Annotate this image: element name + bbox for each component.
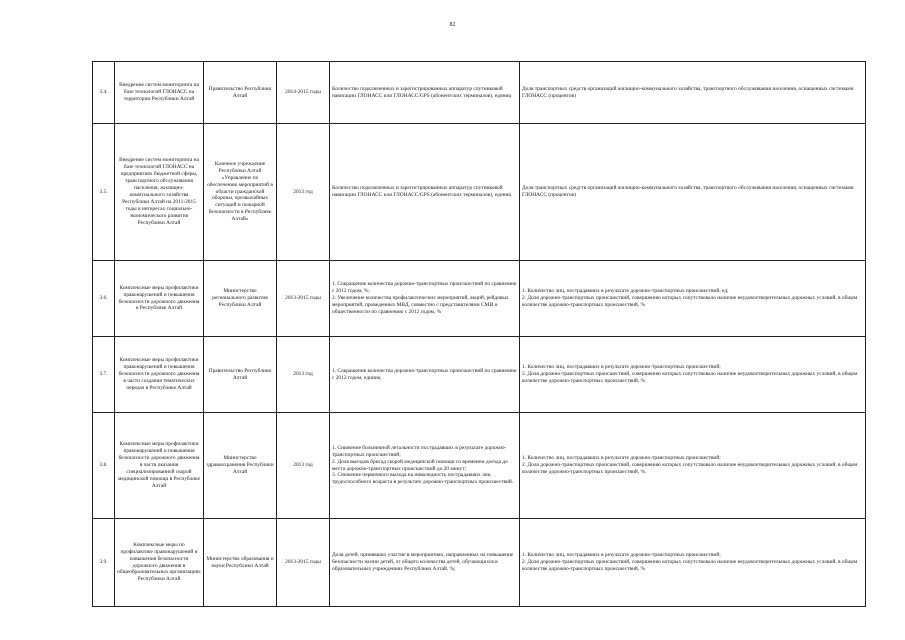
- row-number-cell: 3.6.: [93, 261, 115, 337]
- term-cell: 2013-2015 годы: [277, 519, 330, 607]
- direct-indicators-cell: [330, 337, 520, 413]
- indicator-line: 2. Доля дорожно-транспортных происшествий, совершению которых сопутствовало наличие неудовлетворительных дорожных условий, в общем количестве дорожно-транспортных происшествий, %.: [522, 462, 858, 475]
- executor-cell: Правительство Республики Алтай: [204, 337, 277, 413]
- term-cell: 2013-2015 годы: [277, 261, 330, 337]
- table-row: [93, 519, 866, 607]
- indicator-line: Количество подключенных и зарегистрированных аппаратур спутниковой навигации ГЛОНАСС или ГЛОНАСС/GPS (абонентских терминалов), единиц: [332, 185, 512, 198]
- measure-name-cell: Комплексные меры по профилактике правонарушений и повышения безопасности дорожного движения в общеобразовательных организациях Республики Алтай: [115, 519, 204, 607]
- term-cell: 2013 год: [277, 124, 330, 261]
- measure-name-cell: Комплексные меры профилактики правонарушений и повышения безопасности дорожного движения в части оказания специализированной скорой медицинской помощи в Республике Алтай: [115, 413, 204, 519]
- final-indicators-cell: [520, 124, 866, 261]
- measures-table: [92, 61, 866, 607]
- indicator-line: 1. Количество лиц, пострадавших в результате дорожно-транспортных происшествий, ед;: [522, 288, 729, 295]
- final-indicators-cell: [520, 261, 866, 337]
- table-row: [93, 62, 866, 124]
- indicator-line: 2. Доля дорожно-транспортных происшествий, совершению которых сопутствовало наличие неудовлетворительных дорожных условий, в общем количестве дорожно-транспортных происшествий, %: [522, 295, 858, 308]
- term-cell: 2014-2015 годы: [277, 62, 330, 124]
- measure-name-cell: Комплексные меры профилактики правонарушений и повышения безопасности дорожного движения в Республике Алтай: [115, 261, 204, 337]
- indicator-line: Доля транспортных средств организаций жилищно-коммунального хозяйства, транспортного обслуживания населения, оснащенных системами ГЛОНАСС (процентов): [522, 85, 854, 99]
- executor-cell: Казенное учреждение Республики Алтай «Управление по обеспечению мероприятий в области гражданской обороны, чрезвычайных ситуаций и пожарной безопасности в Республике Алтай»: [204, 124, 277, 261]
- table-row: [93, 261, 866, 337]
- term-cell: 2013 год: [277, 337, 330, 413]
- row-number-cell: 3.5.: [93, 124, 115, 261]
- row-number-cell: 3.7.: [93, 337, 115, 413]
- indicator-line: 2. Увеличение количества профилактических мероприятий, акций, рейдовых мероприятий, проведенных МВД, совместно с представителями СМИ и общественности по сравнению с 2012 годом, %: [332, 295, 509, 315]
- executor-cell: Правительство Республики Алтай: [204, 62, 277, 124]
- executor-cell: Министерство образования и науки Республики Алтай: [204, 519, 277, 607]
- indicator-line: 1. Снижение больничной летальности пострадавших в результате дорожно-транспортных происшествий;: [332, 444, 507, 458]
- table-row: [93, 413, 866, 519]
- indicator-line: 2. Доля дорожно-транспортных происшествий, совершению которых сопутствовало наличие неудовлетворительных дорожных условий, в общем количестве дорожно-транспортных происшествий, %: [522, 559, 858, 572]
- table-row: [93, 124, 866, 261]
- row-number-cell: 3.9.: [93, 519, 115, 607]
- indicator-line: 1. Сокращение количества дорожно-транспортных происшествий по сравнению с 2012 годом, %;: [332, 281, 517, 295]
- measure-name-cell: Внедрение систем мониторинга на базе технологий ГЛОНАСС на предприятиях бюджетной сферы, транспортного обслуживания населения, жилищно-коммунального хозяйства Республики Алтай на 2011-2015 годы в интересах социально-экономического развития Республики Алтай: [115, 124, 204, 261]
- final-indicators-cell: [520, 413, 866, 519]
- indicator-line: 1. Количество лиц, пострадавших в результате дорожно-транспортных происшествий;: [522, 552, 721, 559]
- final-indicators-cell: [520, 62, 866, 124]
- indicator-line: 1. Количество лиц, пострадавших в результате дорожно-транспортных происшествий;: [522, 455, 721, 462]
- indicator-line: 1. Сокращение количества дорожно-транспортных происшествий по сравнению с 2012 годом, единиц: [332, 367, 517, 381]
- indicator-line: 2. Доля дорожно-транспортных происшествий, совершению которых сопутствовало наличие неудовлетворительных дорожных условий, в общем количестве дорожно-транспортных происшествий, %: [522, 371, 858, 384]
- term-cell: 2013 год: [277, 413, 330, 519]
- executor-cell: Министерство здравоохранения Республики Алтай: [204, 413, 277, 519]
- row-number-cell: 3.4.: [93, 62, 115, 124]
- executor-cell: Министерство регионального развития Республики Алтай: [204, 261, 277, 337]
- indicator-line: 3. Снижение первичного выхода на инвалидность пострадавших лиц трудоспособного возраста в результате дорожно-транспортных происшествий.: [332, 472, 514, 486]
- measure-name-cell: Внедрение систем мониторинга на базе технологий ГЛОНАСС на территории Республики Алтай: [115, 62, 204, 124]
- indicator-line: 1. Количество лиц, пострадавших в результате дорожно-транспортных происшествий;: [522, 364, 721, 371]
- row-number-cell: 3.8.: [93, 413, 115, 519]
- direct-indicators-cell: [330, 124, 520, 261]
- direct-indicators-cell: [330, 261, 520, 337]
- final-indicators-cell: [520, 337, 866, 413]
- table-row: [93, 337, 866, 413]
- final-indicators-cell: [520, 519, 866, 607]
- indicator-line: Доля детей, принявших участие в мероприятиях, направленных на повышение безопасности жизни детей, от общего количества детей, обучающихся в образовательных учреждениях Республики Алтай, %;: [332, 552, 514, 572]
- direct-indicators-cell: [330, 519, 520, 607]
- page-number: 82: [449, 22, 456, 28]
- indicator-line: Доля транспортных средств организаций жилищно-коммунального хозяйства, транспортного обслуживания населения, оснащенных системами ГЛОНАСС (процентов): [522, 185, 854, 198]
- direct-indicators-cell: [330, 413, 520, 519]
- measure-name-cell: Комплексные меры профилактики правонарушений и повышения безопасности дорожного движения в части создания тематических передач в Республике Алтай: [115, 337, 204, 413]
- indicator-line: Количество подключенных и зарегистрированных аппаратур спутниковой навигации ГЛОНАСС или ГЛОНАСС/GPS (абонентских терминалов), единиц: [332, 85, 512, 99]
- direct-indicators-cell: [330, 62, 520, 124]
- indicator-line: 2. Доля выездов бригад скорой медицинской помощи со временем доезда до места дорожно-транспортных происшествий до 20 минут;: [332, 458, 508, 472]
